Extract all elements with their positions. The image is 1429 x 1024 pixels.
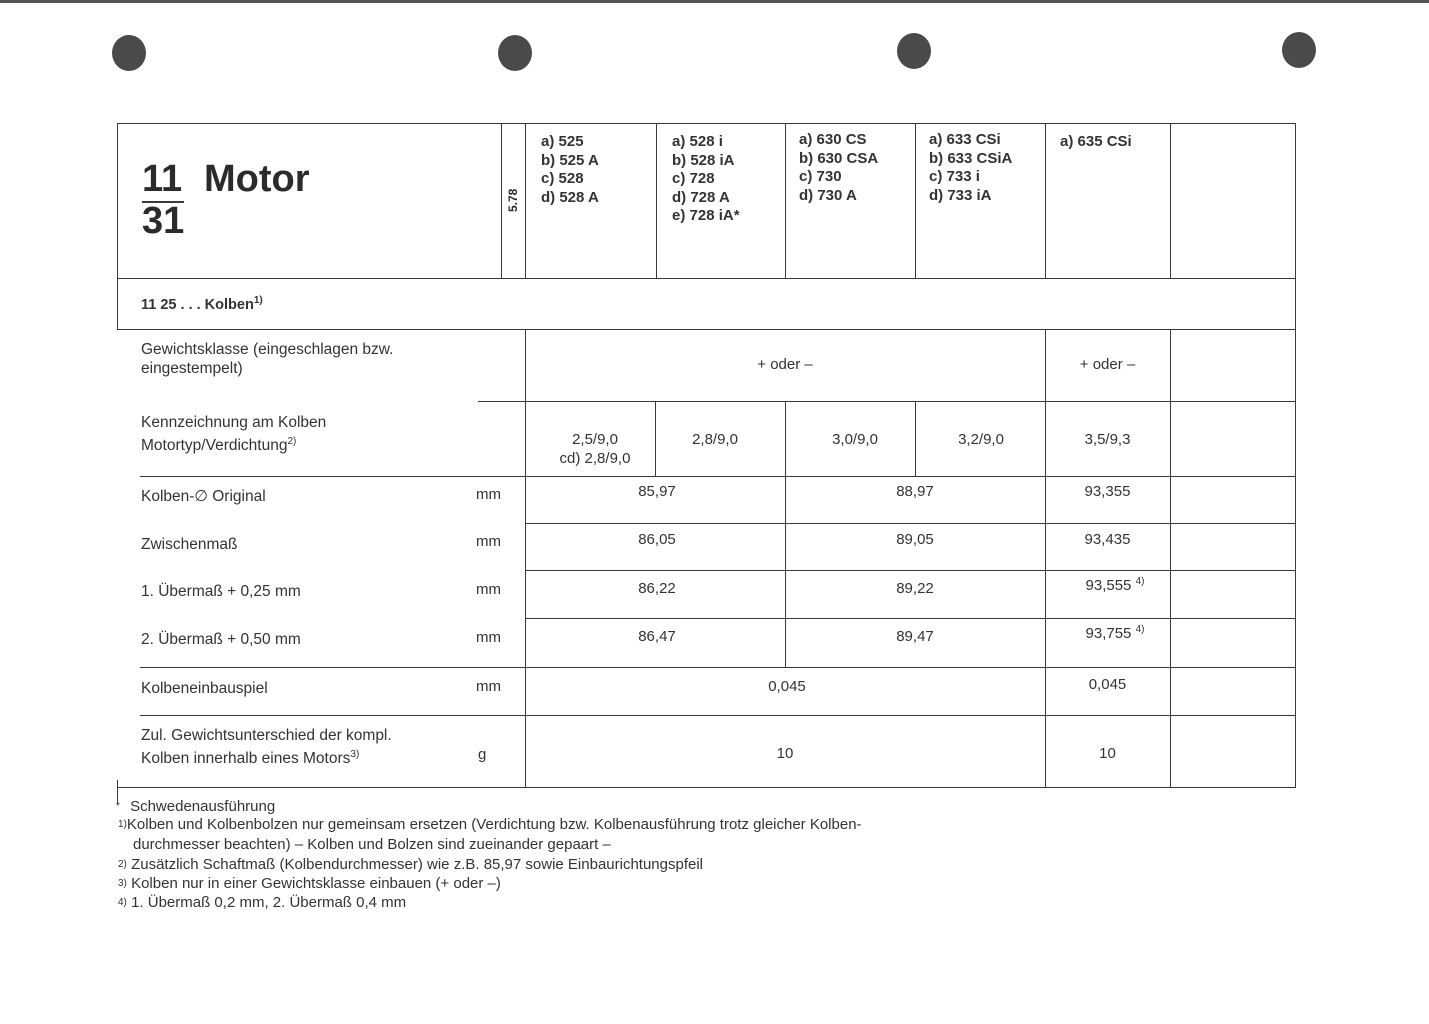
oversize-2-value-1: 86,47 xyxy=(638,628,676,645)
weight-difference-value-635: 10 xyxy=(1099,745,1116,762)
punch-hole-3 xyxy=(897,33,931,69)
marking-value-3: 3,0/9,0 xyxy=(832,431,878,448)
intermediate-size-label: Zwischenmaß xyxy=(141,536,238,553)
clearance-value: 0,045 xyxy=(768,678,806,695)
oversize-1-value-2: 89,22 xyxy=(896,580,934,597)
marking-value-5: 3,5/9,3 xyxy=(1084,431,1131,448)
clearance-value-635: 0,045 xyxy=(1088,676,1127,693)
oversize-2-value-2: 89,47 xyxy=(896,628,934,645)
model-column-2: a) 528 i b) 528 iA c) 728 d) 728 A e) 728 iA* xyxy=(672,133,740,224)
clearance-unit: mm xyxy=(476,678,501,695)
model-column-4: a) 633 CSi b) 633 CSiA c) 733 i d) 733 iA xyxy=(929,131,1013,204)
model-column-1: a) 525 b) 525 A c) 528 d) 528 A xyxy=(541,133,599,206)
model-column-3: a) 630 CS b) 630 CSA c) 730 d) 730 A xyxy=(799,131,879,204)
weight-class-value-635: + oder – xyxy=(1079,356,1136,373)
intermediate-size-value-3: 93,435 xyxy=(1084,531,1131,548)
footnote-star: * Schwedenausführung xyxy=(116,798,276,815)
page-title: Motor xyxy=(204,158,310,200)
oversize-1-unit: mm xyxy=(476,581,501,598)
section-title: 11 25 . . . Kolben$^{1)}$ xyxy=(141,295,263,313)
group-number-bottom: 31 xyxy=(142,200,185,242)
marking-footnote-ref: 2) xyxy=(287,436,297,447)
weight-difference-unit: g xyxy=(478,746,487,763)
original-diameter-value-2: 88,97 xyxy=(896,483,934,500)
footnote-1: $^{1)}$Kolben und Kolbenbolzen nur gemeinsam ersetzen (Verdichtung bzw. Kolbenausführung trotz gleicher Kolben- durchmesser beachten) – Kolben und Bolzen sind zueinander gepaart – xyxy=(118,816,862,853)
marking-value-1: 2,5/9,0 xyxy=(572,431,618,448)
punch-hole-4 xyxy=(1282,32,1316,68)
weight-class-value: + oder – xyxy=(757,356,813,373)
punch-hole-2 xyxy=(498,35,532,71)
model-column-5: a) 635 CSi xyxy=(1060,133,1132,150)
oversize-1-value-1: 86,22 xyxy=(638,580,676,597)
marking-value-1b: cd) 2,8/9,0 xyxy=(559,450,631,467)
marking-value-2: 2,8/9,0 xyxy=(692,431,738,448)
oversize-1-label: 1. Übermaß + 0,25 mm xyxy=(141,583,301,600)
original-diameter-label: Kolben-∅ Original xyxy=(141,488,266,505)
footnote-4: $^{4)}$ 1. Übermaß 0,2 mm, 2. Übermaß 0,4 mm xyxy=(118,894,407,911)
date-code: 5.78 xyxy=(506,188,520,212)
punch-hole-1 xyxy=(112,35,146,71)
oversize-2-unit: mm xyxy=(476,629,501,646)
intermediate-size-unit: mm xyxy=(476,533,501,550)
oversize-2-value-3: 93,755 $^{4)}$ xyxy=(1085,624,1145,642)
original-diameter-value-1: 85,97 xyxy=(638,483,676,500)
weight-class-label: Gewichtsklasse (eingeschlagen bzw. eingestempelt) xyxy=(141,341,394,377)
footnote-2: $^{2)}$ Zusätzlich Schaftmaß (Kolbendurchmesser) wie z.B. 85,97 sowie Einbaurichtungspfeil xyxy=(118,856,704,873)
oversize-1-value-3: 93,555 $^{4)}$ xyxy=(1085,576,1145,594)
weight-difference-footnote-ref: 3) xyxy=(350,749,360,760)
original-diameter-value-3: 93,355 xyxy=(1084,483,1131,500)
weight-difference-label: Zul. Gewichtsunterschied der kompl. Kolben innerhalb eines Motors$^{3)}$ xyxy=(141,727,392,768)
intermediate-size-value-2: 89,05 xyxy=(896,531,934,548)
footnote-3: $^{3)}$ Kolben nur in einer Gewichtsklasse einbauen (+ oder –) xyxy=(118,875,501,892)
intermediate-size-value-1: 86,05 xyxy=(638,531,676,548)
marking-label: Kennzeichnung am Kolben Motortyp/Verdichtung$^{2)}$ xyxy=(141,414,327,455)
marking-value-4: 3,2/9,0 xyxy=(958,431,1004,448)
group-number-top: 11 xyxy=(142,158,183,200)
weight-difference-value: 10 xyxy=(776,745,794,762)
section-footnote-ref: 1) xyxy=(253,295,263,306)
scan-top-edge xyxy=(0,0,1429,3)
clearance-label: Kolbeneinbauspiel xyxy=(141,680,268,697)
oversize-2-label: 2. Übermaß + 0,50 mm xyxy=(141,631,301,648)
original-diameter-unit: mm xyxy=(476,486,501,503)
